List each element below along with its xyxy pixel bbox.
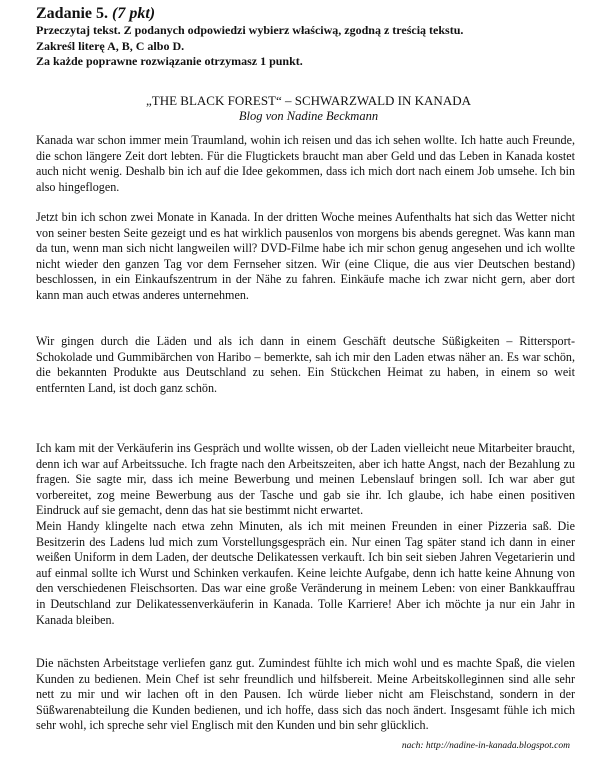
- article-paragraph-1: Kanada war schon immer mein Traumland, wohin ich reisen und das ich sehen wollte. Ich hatte auch Freunde, die schon längere Zeit dort lebten. Für die Flugtickets braucht man aber Geld und das Leben in Kanada kostet auch nicht wenig. Deshalb bin ich auf die Idee gekommen, dass ich mich dort nach einem Job umsehe. Ich bin also hingeflogen.: [36, 133, 575, 194]
- task-number: Zadanie 5.: [36, 5, 113, 22]
- article-paragraph-4: Ich kam mit der Verkäuferin ins Gespräch und wollte wissen, ob der Laden vielleicht neue Mitarbeiter braucht, denn ich war auf Arbeitssuche. Ich fragte nach den Arbeitszeiten, aber ich hatte Angst, nach der Bezahlung zu fragen. Sie sagte mir, dass ich meine Bewerbung und meinen Lebenslauf bringen soll. Ich war aber gut vorbereitet, zog meine Bewerbung aus der Tasche und gab sie ihr. Ich glaube, ich habe einen positiven Eindruck auf sie gemacht, denn das hat sie bestimmt nicht erwartet.: [36, 441, 575, 518]
- task-title: [36, 4, 596, 23]
- article-paragraph-2: Jetzt bin ich schon zwei Monate in Kanada. In der dritten Woche meines Aufenthalts hat sich das Wetter nicht von seiner besten Seite gezeigt und es hat wirklich pausenlos von morgens bis abends geregnet. Was kann man da tun, wenn man sich nicht langweilen will? DVD-Filme habe ich mir schon genug angesehen und ich wollte nicht wieder den ganzen Tag vor dem Fernseher sitzen. Wir (eine Clique, die aus vier Deutschen bestand) beschlossen, in ein Einkaufszentrum in der Nähe zu fahren. Einkäufe mache ich zwar nicht gern, aber dort kann man auch etwas anderes unternehmen.: [36, 210, 575, 302]
- article-title: „THE BLACK FOREST“ – SCHWARZWALD IN KANADA: [146, 93, 471, 108]
- source-citation: nach: http://nadine-in-kanada.blogspot.com: [401, 741, 570, 751]
- article-paragraph-6: Die nächsten Arbeitstage verliefen ganz gut. Zumindest fühlte ich mich wohl und es machte Spaß, die vielen Kunden zu bedienen. Mein Chef ist sehr freundlich und hilfsbereit. Meine Arbeitskolleginnen sind alle sehr nett zu mir und wir lachen oft in den Pausen. Ich würde lieber nicht am Fleischstand, sondern in der Süßwarenabteilung die Kunden bedienen, und ich hoffe, dass sich das noch ändert. Insgesamt fühle ich mich sehr wohl, ich spreche sehr viel Englisch mit den Kunden und bin sehr glücklich.: [36, 656, 575, 733]
- task-scoring-note: Za każde poprawne rozwiązanie otrzymasz 1 punkt.: [36, 54, 303, 68]
- article-paragraph-5: Mein Handy klingelte nach etwa zehn Minuten, als ich mit meinen Freunden in einer Pizzeria saß. Die Besitzerin des Ladens lud mich zum Vorstellungsgespräch ein. Nur einen Tag später stand ich dann in einer weißen Uniform in dem Laden, der deutsche Delikatessen verkauft. Ich bin seit sieben Jahren Vegetarierin und auf einmal sollte ich Wurst und Schinken verkaufen. Keine leichte Aufgabe, denn ich hatte keine Ahnung von den verschiedenen Fleischsorten. Das war eine große Veränderung in meinem Leben: von einer Bankkauffrau in Deutschland zur Delikatessenverkäuferin in Kanada. Tolle Karriere! Aber ich möchte ja nur ein Jahr in Kanada bleiben.: [36, 519, 575, 627]
- article-author: Blog von Nadine Beckmann: [238, 109, 379, 123]
- task-points: (7 pkt): [112, 5, 156, 22]
- task-header: [36, 4, 596, 70]
- article-paragraph-3: Wir gingen durch die Läden und als ich dann in einem Geschäft deutsche Süßigkeiten – Rittersport-Schokolade und Gummibärchen von Haribo – bemerkte, sah ich mir den Laden etwas näher an. Es war schön, die bekannten Produkte aus Deutschland zu sehen. Ein Stückchen Heimat zu haben, in einem so weit entfernten Land, ist doch ganz schön.: [36, 334, 575, 395]
- task-instruction-letters: Zakreśl literę A, B, C albo D.: [36, 38, 185, 53]
- article-header: [36, 93, 581, 124]
- task-instruction: Przeczytaj tekst. Z podanych odpowiedzi wybierz właściwą, zgodną z treścią tekstu.: [36, 23, 464, 37]
